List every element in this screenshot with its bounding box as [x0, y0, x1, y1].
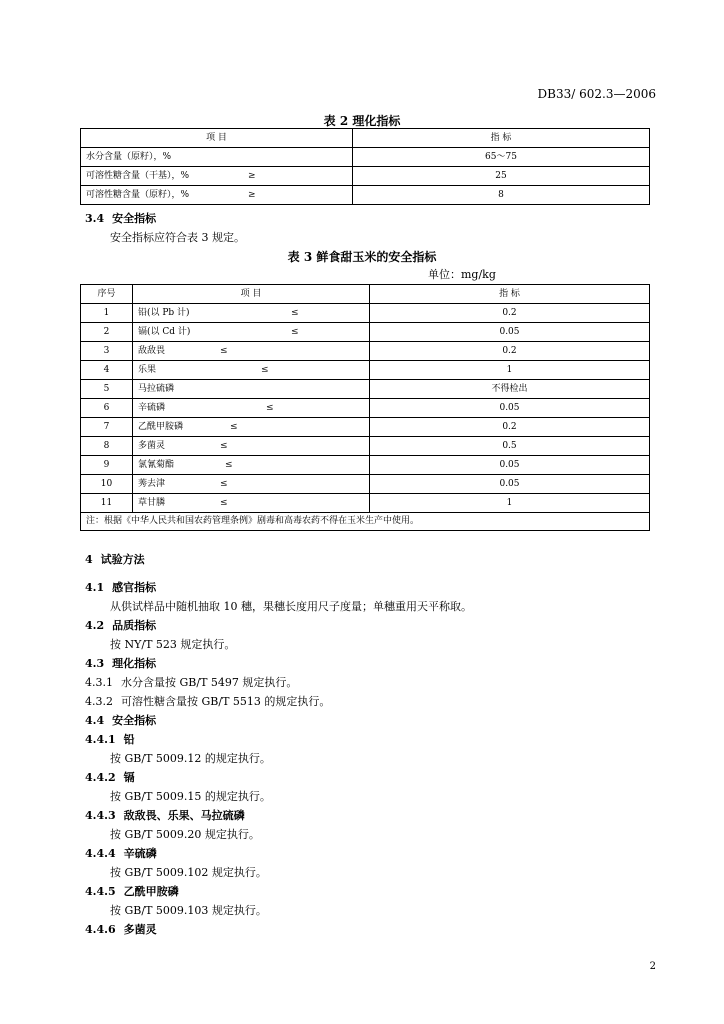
- table-row: [81, 380, 650, 399]
- section-line: [85, 693, 330, 709]
- table3-unit: 单位：mg/kg: [428, 268, 496, 281]
- section-number: 4.4.6: [85, 923, 116, 936]
- row-value: 0.2: [370, 342, 650, 361]
- section-heading: [85, 731, 135, 747]
- section-title: 敌敌畏、乐果、马拉硫磷: [123, 809, 245, 822]
- section-title: 可溶性糖含量按 GB/T 5513 的规定执行。: [121, 695, 331, 708]
- table-row: [81, 361, 650, 380]
- row-item: [81, 167, 353, 186]
- item-label: 镉(以 Cd 计): [138, 327, 191, 337]
- row-no: 6: [81, 399, 133, 418]
- section-heading: [85, 655, 156, 671]
- operator: ≤: [266, 403, 274, 413]
- item-label: 可溶性糖含量（原籽），%: [86, 190, 190, 200]
- row-item: [133, 361, 370, 380]
- row-value: 8: [353, 186, 650, 205]
- section-heading: [85, 617, 156, 633]
- header-value: 指 标: [353, 129, 650, 148]
- table2: [80, 128, 650, 205]
- section-title: 水分含量按 GB/T 5497 规定执行。: [121, 676, 298, 689]
- item-label: 辛硫磷: [138, 403, 166, 413]
- section-title: 安全指标: [112, 212, 157, 225]
- section-number: 4.4.1: [85, 733, 116, 746]
- row-value: 65～75: [353, 148, 650, 167]
- header-no: 序号: [81, 285, 133, 304]
- operator: ≤: [220, 479, 228, 489]
- operator: ≤: [220, 346, 228, 356]
- row-no: 11: [81, 494, 133, 513]
- section-text: 按 GB/T 5009.15 的规定执行。: [110, 790, 271, 803]
- section-number: 4.4.3: [85, 809, 116, 822]
- row-value: 0.05: [370, 475, 650, 494]
- row-item: [133, 494, 370, 513]
- section-number: 4.3.1: [85, 676, 113, 689]
- section-heading: [85, 579, 156, 595]
- row-no: 10: [81, 475, 133, 494]
- section-3-4-text: 安全指标应符合表 3 规定。: [110, 231, 245, 244]
- operator: ≤: [220, 498, 228, 508]
- section-heading: [85, 883, 179, 899]
- row-item: [81, 186, 353, 205]
- row-value: 0.2: [370, 304, 650, 323]
- operator: ≤: [230, 422, 238, 432]
- section-title: 镉: [123, 771, 135, 784]
- section-text: 按 GB/T 5009.102 规定执行。: [110, 866, 267, 879]
- table-row: [81, 148, 650, 167]
- section-title: 安全指标: [112, 714, 157, 727]
- section-heading: [85, 921, 157, 937]
- section-title: 理化指标: [112, 657, 157, 670]
- row-no: 1: [81, 304, 133, 323]
- section-title: 多菌灵: [123, 923, 157, 936]
- section-title: 铅: [123, 733, 135, 746]
- section-number: 4.4: [85, 714, 105, 727]
- row-no: 3: [81, 342, 133, 361]
- row-value: 0.2: [370, 418, 650, 437]
- operator: ≥: [248, 190, 256, 200]
- item-label: 氯氰菊酯: [138, 460, 175, 470]
- row-item: [133, 342, 370, 361]
- table3-caption: 表 3 鲜食甜玉米的安全指标: [287, 250, 437, 264]
- table3: [80, 284, 650, 531]
- row-value: 不得检出: [370, 380, 650, 399]
- row-value: 1: [370, 494, 650, 513]
- item-label: 莠去津: [138, 479, 166, 489]
- section-number: 3.4: [85, 212, 105, 225]
- table-note-row: [81, 513, 650, 531]
- row-no: 2: [81, 323, 133, 342]
- row-value: 1: [370, 361, 650, 380]
- section-heading: [85, 845, 157, 861]
- row-no: 4: [81, 361, 133, 380]
- item-label: 铅(以 Pb 计): [138, 308, 190, 318]
- table-row: [81, 475, 650, 494]
- table-row: [81, 304, 650, 323]
- section-number: 4.1: [85, 581, 105, 594]
- header-value: 指 标: [370, 285, 650, 304]
- operator: ≤: [291, 327, 299, 337]
- section-title: 品质指标: [112, 619, 157, 632]
- row-value: 0.5: [370, 437, 650, 456]
- section-text: 从供试样品中随机抽取 10 穗，果穗长度用尺子度量；单穗重用天平称取。: [110, 600, 472, 613]
- row-item: [133, 437, 370, 456]
- row-value: 0.05: [370, 323, 650, 342]
- table-row: [81, 342, 650, 361]
- section-4-heading: [85, 551, 145, 567]
- table-row: [81, 186, 650, 205]
- section-text: 按 GB/T 5009.20 规定执行。: [110, 828, 260, 841]
- document-code: DB33/ 602.3—2006: [537, 87, 656, 101]
- table-header-row: [81, 129, 650, 148]
- row-item: [133, 399, 370, 418]
- section-title: 乙酰甲胺磷: [123, 885, 179, 898]
- row-no: 9: [81, 456, 133, 475]
- section-heading: [85, 769, 135, 785]
- operator: ≤: [225, 460, 233, 470]
- section-3-4-heading: [85, 210, 156, 226]
- row-item: [133, 456, 370, 475]
- section-number: 4.4.4: [85, 847, 116, 860]
- operator: ≤: [220, 441, 228, 451]
- row-item: [133, 418, 370, 437]
- row-item: [133, 304, 370, 323]
- section-number: 4.4.5: [85, 885, 116, 898]
- table-header-row: [81, 285, 650, 304]
- section-number: 4.4.2: [85, 771, 116, 784]
- table-row: [81, 167, 650, 186]
- header-item: 项 目: [133, 285, 370, 304]
- row-value: 0.05: [370, 399, 650, 418]
- item-label: 草甘膦: [138, 498, 166, 508]
- section-text: 按 GB/T 5009.103 规定执行。: [110, 904, 267, 917]
- row-item: [133, 475, 370, 494]
- section-title: 试验方法: [100, 553, 145, 566]
- item-label: 水分含量（原籽），%: [86, 152, 172, 162]
- section-line: [85, 674, 297, 690]
- operator: ≤: [261, 365, 269, 375]
- section-number: 4.3: [85, 657, 105, 670]
- operator: ≤: [291, 308, 299, 318]
- row-item: [81, 148, 353, 167]
- row-no: 7: [81, 418, 133, 437]
- table-row: [81, 456, 650, 475]
- section-title: 辛硫磷: [123, 847, 157, 860]
- table-note: 注：根据《中华人民共和国农药管理条例》剧毒和高毒农药不得在玉米生产中使用。: [81, 513, 650, 531]
- row-no: 8: [81, 437, 133, 456]
- item-label: 马拉硫磷: [138, 384, 175, 394]
- table-row: [81, 418, 650, 437]
- section-heading: [85, 807, 245, 823]
- table-row: [81, 494, 650, 513]
- section-number: 4: [85, 553, 93, 566]
- item-label: 多菌灵: [138, 441, 166, 451]
- table-row: [81, 323, 650, 342]
- row-item: [133, 323, 370, 342]
- table2-caption: 表 2 理化指标: [323, 114, 401, 128]
- table-row: [81, 437, 650, 456]
- row-item: [133, 380, 370, 399]
- page-number: 2: [649, 961, 656, 972]
- row-value: 25: [353, 167, 650, 186]
- section-text: 按 NY/T 523 规定执行。: [110, 638, 236, 651]
- section-number: 4.2: [85, 619, 105, 632]
- row-no: 5: [81, 380, 133, 399]
- item-label: 乙酰甲胺磷: [138, 422, 184, 432]
- table-row: [81, 399, 650, 418]
- operator: ≥: [248, 171, 256, 181]
- section-text: 按 GB/T 5009.12 的规定执行。: [110, 752, 271, 765]
- item-label: 敌敌畏: [138, 346, 166, 356]
- section-title: 感官指标: [112, 581, 157, 594]
- item-label: 乐果: [138, 365, 157, 375]
- item-label: 可溶性糖含量（干基），%: [86, 171, 190, 181]
- row-value: 0.05: [370, 456, 650, 475]
- section-heading: [85, 712, 156, 728]
- header-item: 项 目: [81, 129, 353, 148]
- section-number: 4.3.2: [85, 695, 113, 708]
